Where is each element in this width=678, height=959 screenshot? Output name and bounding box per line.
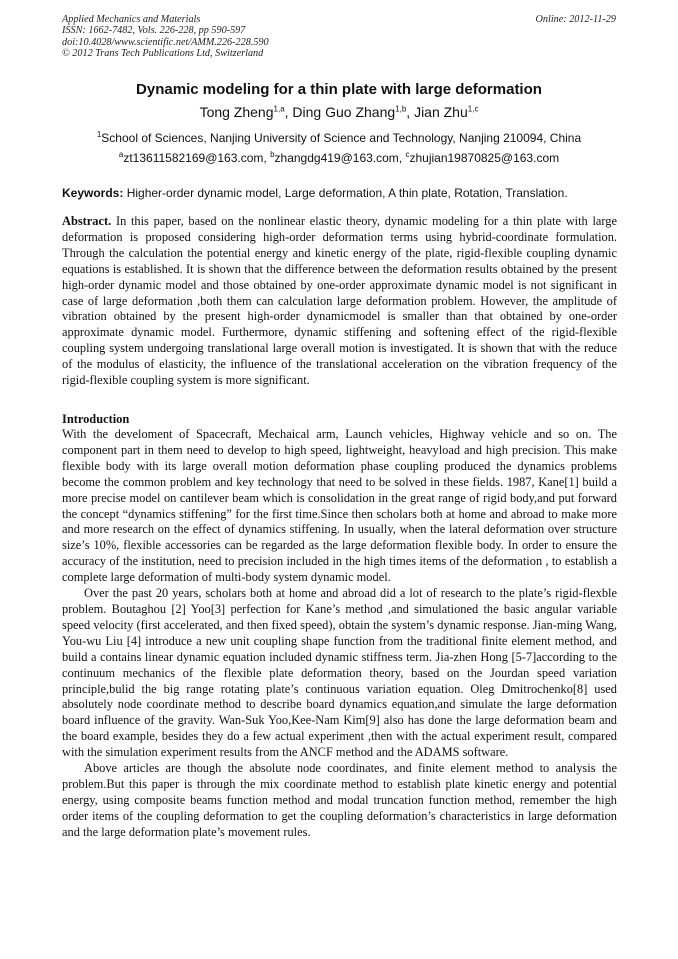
copyright-line: © 2012 Trans Tech Publications Ltd, Switzerland xyxy=(62,48,264,60)
author-name: Tong Zheng xyxy=(199,104,274,120)
author-sup: 1,b xyxy=(395,104,407,114)
author-sup: 1,a xyxy=(273,104,285,114)
author-name: Jian Zhu xyxy=(414,104,468,120)
email-link[interactable]: zhujian19870825@163.com xyxy=(409,151,560,165)
paragraph: With the develoment of Spacecraft, Mechaical arm, Launch vehicles, Highway vehicle and so on. The component part in them need to develop to high speed, lightweight, heavyload and high precision. This make flexible body with its large overall motion deformation phase coupling produced the dynamics problems become the common problem and key technology that need to be solved in these fields. 1987, Kane[1] build a more precise model on cantilever beam which is consolidation in the great range of rigid body,and put forward the concept “dynamics stiffening” for the first time.Since then scholars both at home and abroad to make more and more research on the effect of dynamics stiffening. In usually, when the lateral deformation over structure size’s 10%, flexible accessories can be regarded as the large deformation flexible body. In order to ensure the accuracy of the institution, need to precision included in the high times items of the deformation , to establish a complete large deformation of multi-body system dynamic model. xyxy=(62,427,617,585)
paragraph: Over the past 20 years, scholars both at home and abroad did a lot of research to the plate’s rigid-flexble problem. Boutaghou [2] Yoo[3] perfection for Kane’s method ,and simulationed the basic angular variable speed velocity (first accelerated, and then fixed speed), obtain the system’s dynamic response. Jian-ming Wang, You-wu Liu [4] introduce a new unit coupling shape function from the traditional finite element method, and build a contains linear dynamic equation included dynamic stiffness term. Jia-zhen Hong [5-7]according to the continuum mechanics of the flexible plate deformation theory, based on the Jourdan speed variation principle,bulid the big range rotating plate’s continuous variation equation. Oleg Dmitrochenko[8] used absolutely node coordinate method to describe board dynamics equation,and simulate the large deformation board influence of the gravity. Wan-Suk Yoo,Kee-Nam Kim[9] also has done the large deformation beam and the board example, besides they do a few actual experiment ,then with the actual experiment result, compared with the simulation experiment results from the ANCF method and the ADAMS software. xyxy=(62,586,617,760)
email-sup: a xyxy=(118,150,124,159)
journal-header xyxy=(62,14,617,60)
paragraph: Above articles are though the absolute node coordinates, and finite element method to analysis the problem.But this paper is through the mix coordinate method to establish plate kinetic energy and potential energy, using composite beams function method and modal truncation function method, remember the high order items of the coupling deformation to get the coupling deformation’s characteristics in large deformation and the large deformation plate’s movement rules. xyxy=(62,761,617,839)
keywords-text: Higher-order dynamic model, Large deformation, A thin plate, Rotation, Translation. xyxy=(126,186,568,200)
keywords-label: Keywords: xyxy=(62,186,124,200)
email-list: $^a$zt13611582169@163.com, $^b$zhangdg419@163.com, $^c$zhujian19870825@163.com xyxy=(118,150,560,165)
online-date: Online: 2012-11-29 xyxy=(535,14,616,25)
section-heading-introduction: Introduction xyxy=(62,412,130,426)
issn-line: ISSN: 1662-7482, Vols. 226-228, pp 590-597 xyxy=(62,25,246,37)
email-link[interactable]: zt13611582169@163.com xyxy=(123,151,264,165)
abstract-label: Abstract. xyxy=(62,214,112,228)
email-link[interactable]: zhangdg419@163.com xyxy=(274,151,399,165)
author-sup: 1,c xyxy=(467,104,479,114)
abstract-text: In this paper, based on the nonlinear elastic theory, dynamic modeling for a thin plate with large deformation is proposed considering high-order deformation terms using hybrid-coordinate formulation. Through the calculation the potential energy and kinetic energy of the plate, rigid-flexible coupling dynamic equations is established. It is shown that the difference between the deformation results obtained by the present high-order dynamic model and those obtained by one-order approximate dynamic model is not significant in case of large deformation ,both them can calculation large deformation problem. However, the amplitude of vibration obtained by the present high-order dynamicmodel is smaller than that obtained by one-order approximate dynamic model. Furthermore, dynamic stiffening and softening effect of the rigid-flexible coupling system undergoing translational large overall motion is investigated. It is shown that with the reduce of the modulus of elasticity, the influence of the translational acceleration on the vibration frequency of the rigid-flexible coupling system is more significant. xyxy=(62,214,617,388)
author-separator: , xyxy=(284,104,293,120)
journal-name: Applied Mechanics and Materials xyxy=(62,14,201,25)
author-separator: , xyxy=(406,104,415,120)
paper-title: Dynamic modeling for a thin plate with large deformation xyxy=(136,81,542,98)
affiliation-sup: 1 xyxy=(96,130,102,139)
email-sup: b xyxy=(270,150,275,159)
affiliation-text: School of Sciences, Nanjing University of Science and Technology, Nanjing 210094, China xyxy=(101,131,582,145)
author-name: Ding Guo Zhang xyxy=(292,104,396,120)
abstract xyxy=(62,214,617,389)
keywords xyxy=(62,186,617,200)
introduction-body xyxy=(62,427,617,841)
author-list xyxy=(0,104,678,120)
doi-line: doi:10.4028/www.scientific.net/AMM.226-228.590 xyxy=(62,36,269,48)
email-sup: c xyxy=(405,150,410,159)
affiliation xyxy=(0,131,678,145)
